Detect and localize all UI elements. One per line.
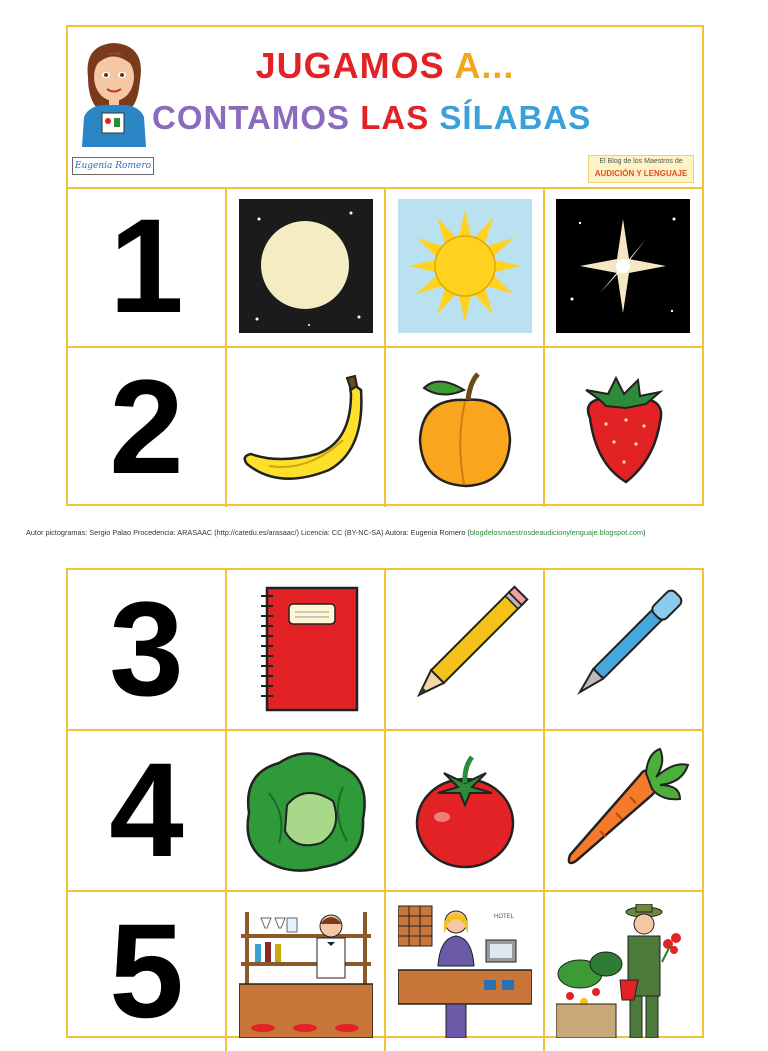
picture-cell <box>386 348 545 507</box>
number-cell <box>68 570 227 729</box>
number-cell <box>68 892 227 1051</box>
syllable-number: 2 <box>109 353 184 502</box>
syllable-number: 3 <box>109 575 184 724</box>
strawberry-icon <box>556 360 690 494</box>
credits-close: ) <box>643 528 646 537</box>
author-label: Eugenia Romero <box>72 157 154 175</box>
title-line-1 <box>68 45 702 87</box>
blog-logo-line: AUDICIÓN Y LENGUAJE <box>594 169 688 178</box>
title-word: A... <box>454 45 515 86</box>
picture-cell <box>227 731 386 890</box>
picture-cell <box>545 348 702 507</box>
syllable-number: 4 <box>109 736 184 885</box>
picture-cell <box>386 731 545 890</box>
credits-text: Autor pictogramas: Sergio Palao Procedencia: ARASAAC (http://catedu.es/arasaac/) Licencia: CC (BY-NC-SA) Autora: Eugenia Romero ( <box>26 528 470 537</box>
syllable-row <box>68 892 702 1051</box>
syllable-row <box>68 348 702 507</box>
title-line-2 <box>152 99 591 137</box>
gardener-icon <box>556 904 690 1038</box>
sun-icon <box>398 199 532 333</box>
picture-cell <box>545 187 702 346</box>
notebook-icon <box>239 582 373 716</box>
star-icon <box>556 199 690 333</box>
picture-cell <box>227 348 386 507</box>
tomato-icon <box>398 743 532 877</box>
number-cell <box>68 731 227 890</box>
syllable-row <box>68 187 702 348</box>
pencil-icon <box>398 582 532 716</box>
bartender-icon <box>239 904 373 1038</box>
picture-cell <box>545 892 702 1051</box>
picture-cell <box>386 187 545 346</box>
moon-icon <box>239 199 373 333</box>
picture-cell <box>227 187 386 346</box>
syllable-number: 1 <box>109 192 184 341</box>
title-word: JUGAMOS <box>255 45 455 86</box>
picture-cell <box>545 570 702 729</box>
activity-board-1 <box>66 25 704 506</box>
svg-text:HOTEL: HOTEL <box>494 914 515 920</box>
carrot-icon <box>556 743 690 877</box>
receptionist-icon <box>398 904 532 1038</box>
title-word: LAS <box>360 99 440 136</box>
blog-logo-line: El Blog de los Maestros de <box>599 158 683 165</box>
title-word: CONTAMOS <box>152 99 361 136</box>
picture-cell <box>386 892 545 1051</box>
number-cell <box>68 348 227 507</box>
title-word: SÍLABAS <box>439 99 592 136</box>
syllable-number: 5 <box>109 897 184 1046</box>
picture-cell <box>227 892 386 1051</box>
board-header <box>68 27 702 189</box>
pen-icon <box>556 582 690 716</box>
syllable-row <box>68 570 702 731</box>
activity-board-2 <box>66 568 704 1046</box>
syllable-row <box>68 731 702 892</box>
peach-icon <box>398 360 532 494</box>
blog-link[interactable]: blogdelosmaestrosdeaudicionylenguaje.blogspot.com <box>469 528 644 537</box>
picture-cell <box>386 570 545 729</box>
banana-icon <box>239 360 373 494</box>
lettuce-icon <box>239 743 373 877</box>
blog-logo <box>588 155 694 183</box>
number-cell <box>68 187 227 346</box>
picture-cell <box>227 570 386 729</box>
credits-line <box>26 528 746 537</box>
picture-cell <box>545 731 702 890</box>
